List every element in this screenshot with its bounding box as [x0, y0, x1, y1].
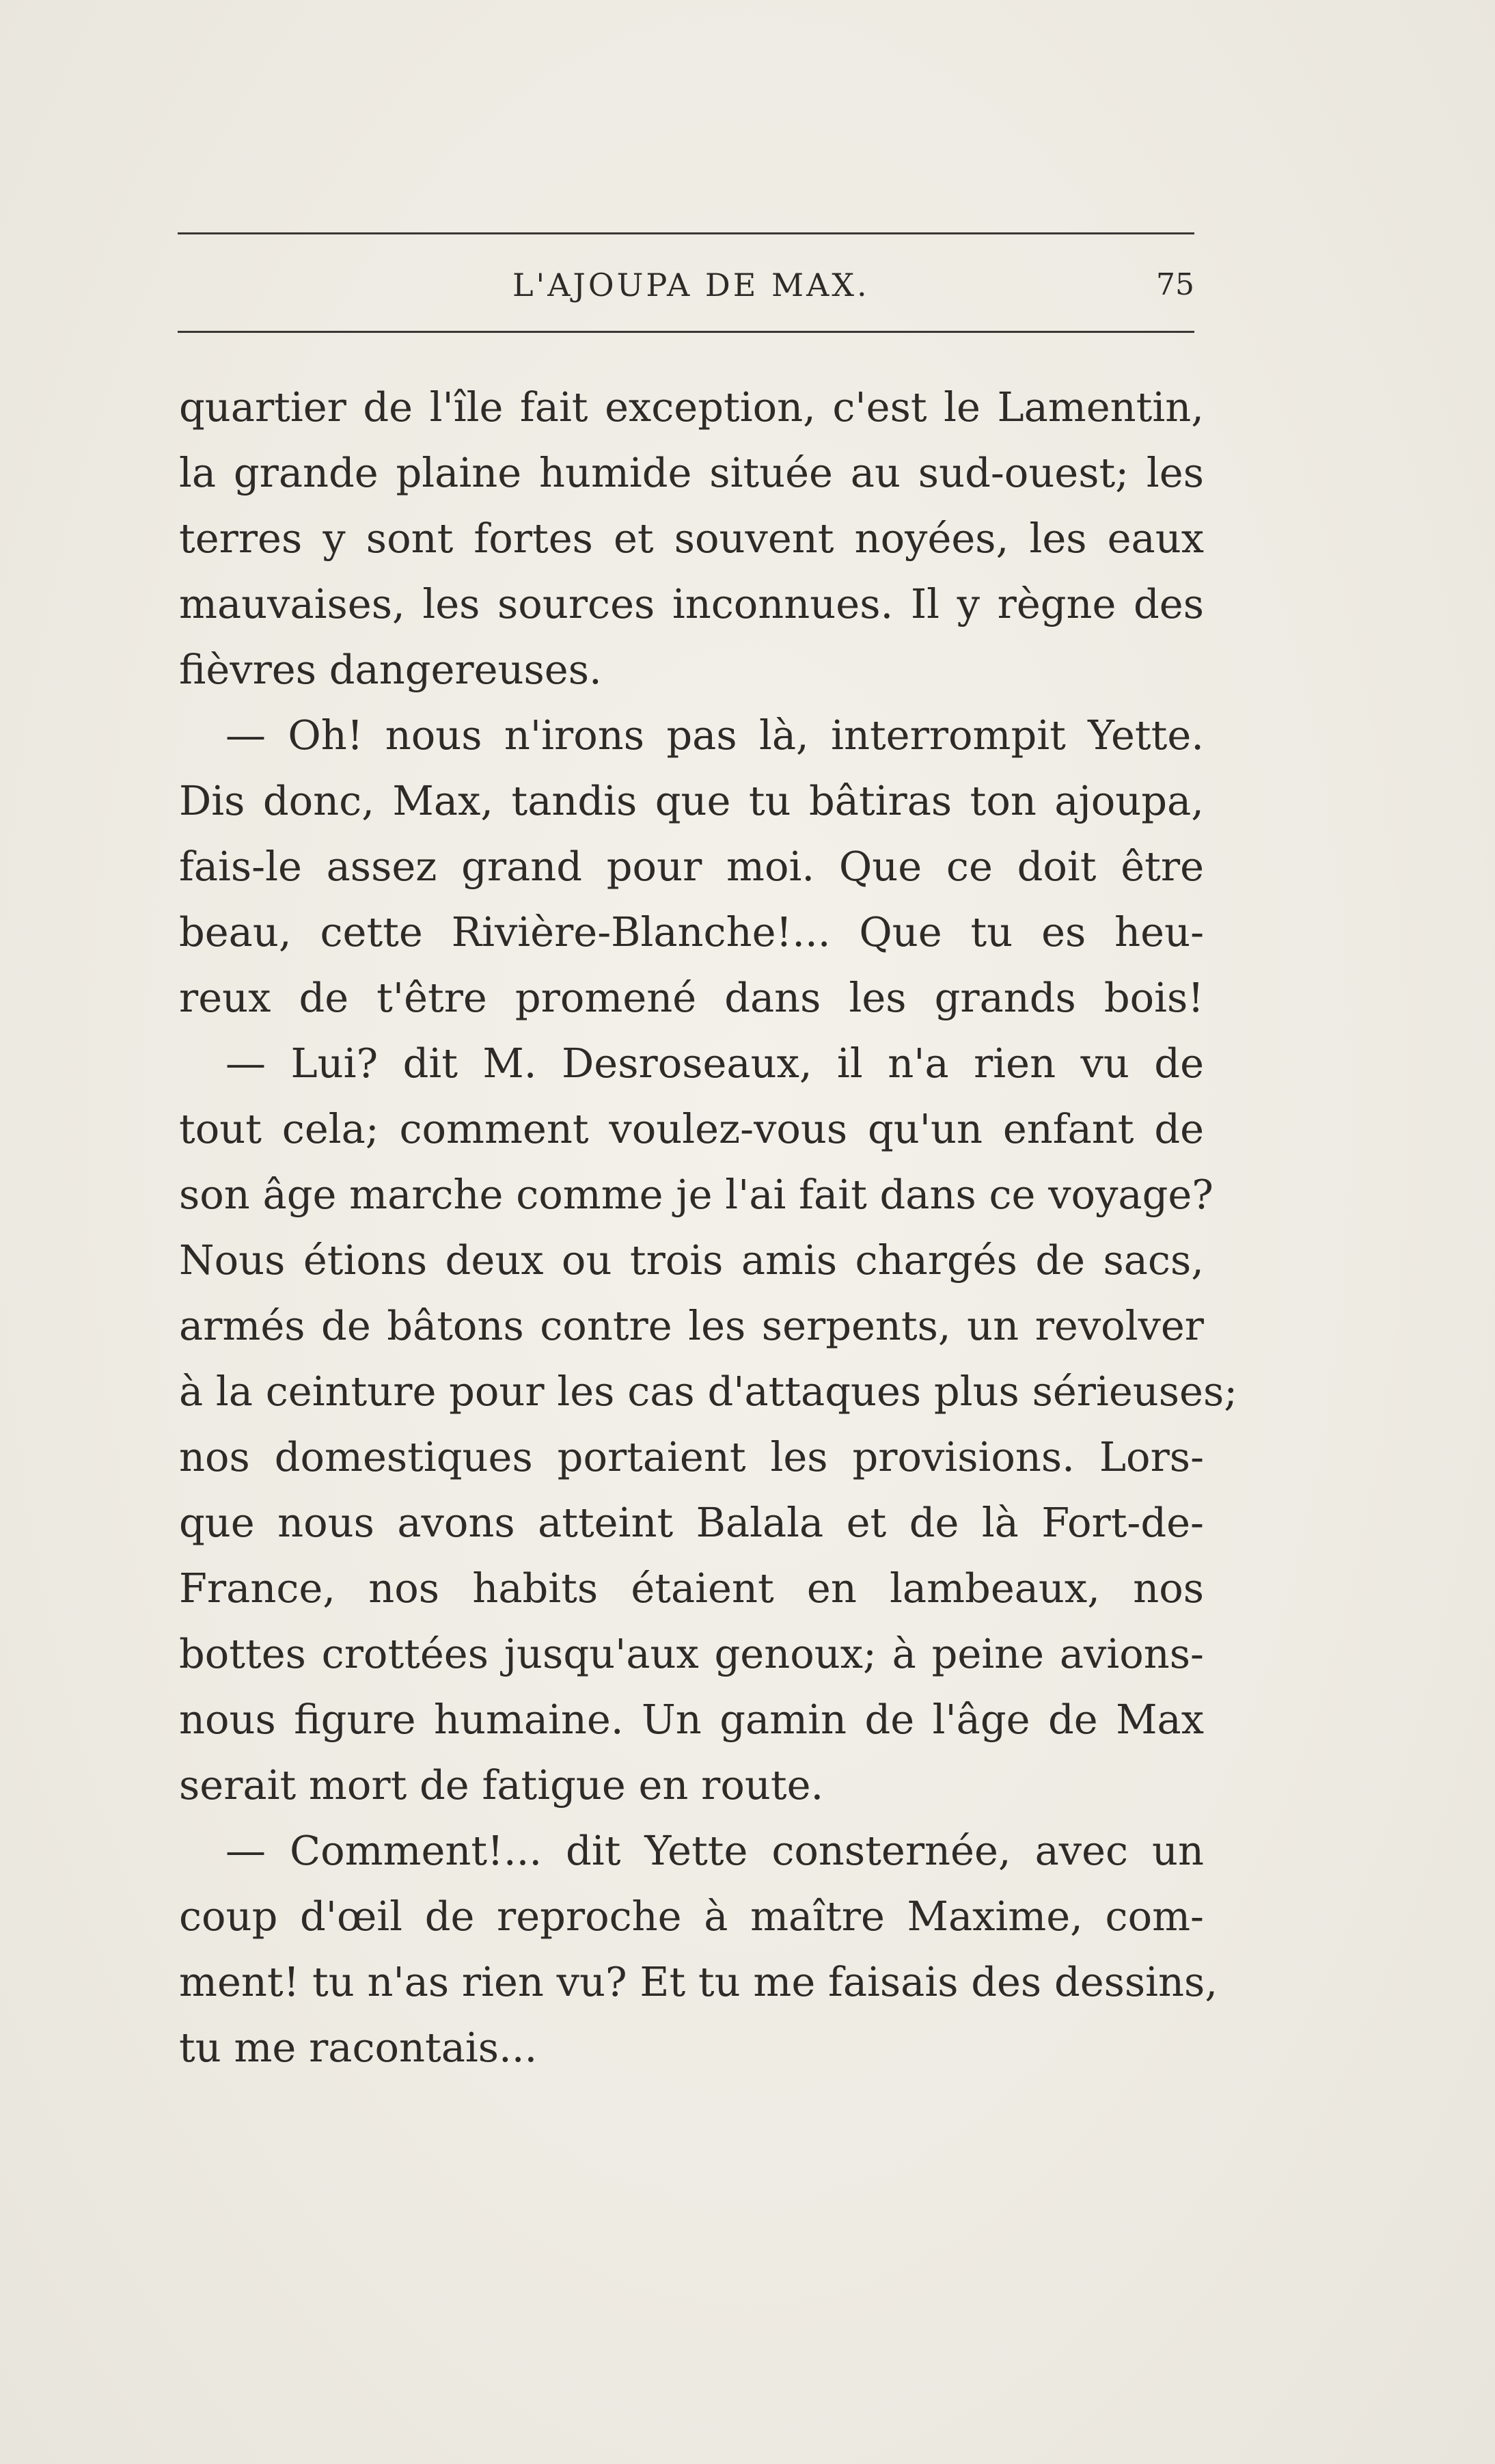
- text-line: France, nos habits étaient en lambeaux, nos: [179, 1565, 1204, 1612]
- text-line: armés de bâtons contre les serpents, un revolver: [179, 1302, 1204, 1349]
- text-line: fais-le assez grand pour moi. Que ce doit être: [179, 843, 1204, 890]
- text-line: — Comment!... dit Yette consternée, avec un: [225, 1827, 1204, 1874]
- header-rule-top: [178, 232, 1194, 234]
- text-line: que nous avons atteint Balala et de là Fort-de-: [179, 1499, 1204, 1546]
- text-line: Nous étions deux ou trois amis chargés de sacs,: [179, 1236, 1204, 1284]
- text-line: quartier de l'île fait exception, c'est le Lamentin,: [179, 383, 1204, 431]
- text-line: à la ceinture pour les cas d'attaques plus sérieuses;: [179, 1368, 1238, 1415]
- text-line: fièvres dangereuses.: [179, 646, 602, 693]
- text-line: mauvaises, les sources inconnues. Il y règne des: [179, 580, 1204, 627]
- text-line: reux de t'être promené dans les grands bois!: [179, 974, 1204, 1021]
- running-head: [178, 261, 1194, 309]
- text-line: nous figure humaine. Un gamin de l'âge de Max: [179, 1696, 1204, 1743]
- text-line: tout cela; comment voulez-vous qu'un enfant de: [179, 1105, 1204, 1152]
- text-line: coup d'œil de reproche à maître Maxime, com-: [179, 1893, 1204, 1940]
- running-title: L'AJOUPA DE MAX.: [512, 267, 870, 303]
- text-line: terres y sont fortes et souvent noyées, les eaux: [179, 515, 1204, 562]
- text-line: serait mort de fatigue en route.: [179, 1761, 824, 1809]
- text-line: son âge marche comme je l'ai fait dans ce voyage?: [179, 1171, 1213, 1218]
- text-line: beau, cette Rivière-Blanche!... Que tu es heu-: [179, 908, 1204, 956]
- body-text: [179, 375, 1238, 2081]
- text-line: — Lui? dit M. Desroseaux, il n'a rien vu de: [225, 1040, 1204, 1087]
- text-line: la grande plaine humide située au sud-ouest; les: [179, 449, 1204, 496]
- text-line: nos domestiques portaient les provisions. Lors-: [179, 1433, 1204, 1480]
- text-line: tu me racontais...: [179, 2024, 538, 2071]
- page-number: 75: [1156, 267, 1194, 302]
- text-line: bottes crottées jusqu'aux genoux; à peine avions-: [179, 1630, 1204, 1677]
- text-line: — Oh! nous n'irons pas là, interrompit Yette.: [225, 712, 1204, 759]
- text-line: Dis donc, Max, tandis que tu bâtiras ton ajoupa,: [179, 777, 1204, 824]
- header-rule-bottom: [178, 331, 1194, 333]
- text-line: ment! tu n'as rien vu? Et tu me faisais des dessins,: [179, 1958, 1218, 2005]
